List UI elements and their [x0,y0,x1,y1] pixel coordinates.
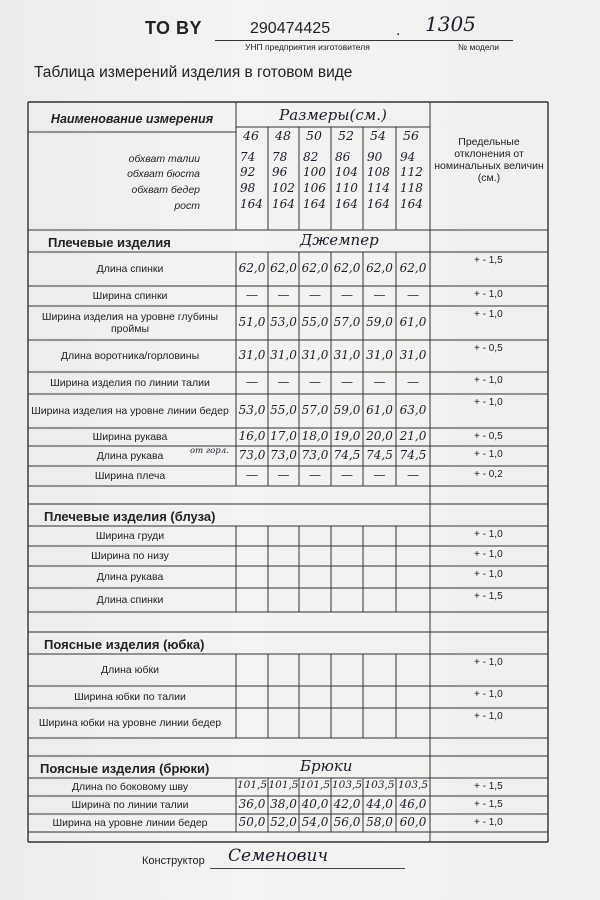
base-value: 96 [272,165,288,179]
row-value: 57,0 [333,315,361,329]
row-name: Ширина изделия по линии талии [50,377,210,389]
row-value: 31,0 [238,348,266,362]
row-value: — [407,288,419,302]
section-note: Брюки [300,757,353,775]
row-value: 17,0 [270,429,297,443]
unp-caption: УНП предприятия изготовителя [245,42,370,52]
row-value: 62,0 [399,261,427,275]
row-value: — [309,288,321,302]
row-value: 62,0 [366,261,393,275]
row-tolerance: + - 1,5 [474,591,503,602]
row-value: — [373,288,386,302]
row-value: — [277,468,290,482]
row-tolerance: + - 0,2 [474,469,503,480]
row-value: — [246,375,258,389]
row-name: Ширина изделия на уровне глубины проймы [41,311,219,335]
row-value: 73,0 [238,448,266,462]
row-value: — [277,375,290,389]
base-value: 104 [335,165,358,179]
base-value: 78 [272,150,288,164]
base-value: 94 [400,150,416,164]
col-tolerance-header: Предельные отклонения от номинальных величин (см.) [434,136,544,184]
row-value: 18,0 [301,429,329,443]
constructor-signature: Семенович [228,846,329,866]
col-name-header: Наименование измерения [50,112,214,126]
size-header: 56 [403,128,419,143]
row-tolerance: + - 1,0 [474,289,503,300]
row-value: 19,0 [333,429,361,443]
base-value: 102 [272,181,295,195]
row-value: 58,0 [366,815,393,829]
row-name: Ширина на уровне линии бедер [52,817,208,829]
row-value: 53,0 [270,315,297,329]
row-value: 57,0 [301,403,329,417]
base-value: 164 [272,197,295,211]
base-label: обхват талии [128,153,200,165]
base-value: 112 [400,165,423,179]
row-value: 52,0 [270,815,297,829]
row-value: 42,0 [333,797,361,811]
base-value: 164 [303,197,326,211]
row-name: Ширина юбки по талии [74,691,186,703]
row-value: 62,0 [301,261,329,275]
row-value: — [246,288,258,302]
section-title: Плечевые изделия [48,235,171,250]
base-value: 164 [367,197,390,211]
row-value: — [309,468,321,482]
row-name: Ширина груди [95,530,165,542]
row-tolerance: + - 1,0 [474,657,503,668]
base-value: 106 [303,181,326,195]
row-value: 31,0 [270,348,297,362]
row-value: 103,5 [331,779,363,791]
row-tolerance: + - 1,0 [474,529,503,540]
row-value: 31,0 [301,348,329,362]
row-value: 62,0 [333,261,361,275]
row-name: Ширина по низу [91,550,169,562]
row-value: 101,5 [268,779,299,791]
row-value: — [309,375,321,389]
row-value: 54,0 [301,815,329,829]
base-value: 118 [400,181,423,195]
constructor-label: Конструктор [142,855,205,867]
row-name: Ширина юбки на уровне линии бедер [38,717,222,729]
row-value: 103,5 [397,779,429,791]
base-value: 92 [240,165,256,179]
row-note: от горл. [190,446,229,456]
row-value: 56,0 [333,815,361,829]
base-label: обхват бюста [127,168,200,180]
row-value: 101,5 [236,779,268,791]
base-label: рост [174,200,200,212]
row-value: 46,0 [399,797,427,811]
base-value: 164 [240,197,263,211]
row-tolerance: + - 1,0 [474,569,503,580]
row-tolerance: + - 1,0 [474,449,503,460]
section-title: Плечевые изделия (блуза) [44,509,216,524]
row-value: 20,0 [366,429,393,443]
row-name: Длина рукава [96,450,164,462]
section-title: Поясные изделия (юбка) [44,637,205,652]
row-value: — [373,468,386,482]
base-value: 100 [303,165,326,179]
signature-line [210,868,405,869]
row-value: 53,0 [238,403,266,417]
base-value: 114 [367,181,390,195]
base-value: 164 [400,197,423,211]
row-value: 74,5 [366,448,393,462]
row-name: Ширина плеча [94,470,166,482]
row-name: Ширина спинки [92,290,168,302]
row-name: Длина спинки [96,263,164,275]
row-value: 38,0 [270,797,297,811]
row-value: 73,0 [301,448,329,462]
section-title: Поясные изделия (брюки) [40,761,210,776]
row-value: 101,5 [299,779,331,791]
row-name: Длина по боковому шву [71,781,189,793]
base-value: 90 [367,150,383,164]
row-value: 61,0 [366,403,393,417]
row-value: 63,0 [399,403,427,417]
row-value: 73,0 [270,448,297,462]
row-tolerance: + - 1,5 [474,781,503,792]
header-separator: . [396,22,401,39]
row-value: — [407,375,419,389]
row-tolerance: + - 1,5 [474,255,503,266]
row-value: 103,5 [364,779,395,791]
row-value: 50,0 [238,815,266,829]
row-name: Ширина по линии талии [71,799,189,811]
row-name: Длина юбки [100,664,159,676]
row-tolerance: + - 1,0 [474,549,503,560]
row-value: 59,0 [366,315,393,329]
row-value: 31,0 [399,348,427,362]
row-value: 16,0 [238,429,266,443]
col-sizes-header: Размеры(см.) [279,106,387,124]
row-value: — [407,468,419,482]
base-value: 86 [335,150,351,164]
row-tolerance: + - 0,5 [474,431,503,442]
base-label: обхват бедер [131,184,200,196]
size-header: 52 [338,128,354,143]
row-value: 62,0 [270,261,297,275]
model-caption: № модели [458,42,499,52]
row-value: 62,0 [238,261,266,275]
document-title: Таблица измерений изделия в готовом виде [34,64,353,81]
model-number: 1305 [425,12,476,36]
base-value: 98 [240,181,256,195]
row-tolerance: + - 1,5 [474,799,503,810]
row-value: 55,0 [270,403,297,417]
row-value: 44,0 [366,797,393,811]
row-name: Длина воротника/горловины [60,350,200,362]
row-name: Длина рукава [96,571,164,583]
base-value: 110 [335,181,358,195]
size-header: 48 [275,128,291,143]
row-value: 40,0 [301,797,329,811]
row-value: 74,5 [333,448,361,462]
row-value: — [341,288,353,302]
base-value: 164 [335,197,358,211]
row-tolerance: + - 0,5 [474,343,503,354]
row-value: 61,0 [399,315,427,329]
section-note: Джемпер [300,231,379,249]
row-value: — [246,468,258,482]
row-name: Длина спинки [96,594,164,606]
base-value: 108 [367,165,390,179]
row-tolerance: + - 1,0 [474,397,503,408]
base-value: 74 [240,150,256,164]
row-name: Ширина изделия на уровне линии бедер [31,405,229,417]
row-value: 55,0 [301,315,329,329]
row-tolerance: + - 1,0 [474,689,503,700]
row-tolerance: + - 1,0 [474,309,503,320]
row-value: 31,0 [333,348,361,362]
row-value: 59,0 [333,403,361,417]
row-name: Ширина рукава [92,431,168,443]
size-header: 46 [243,128,259,143]
row-value: 74,5 [399,448,427,462]
row-tolerance: + - 1,0 [474,711,503,722]
row-value: 51,0 [238,315,266,329]
standard-code: ТО BY [145,18,203,38]
size-header: 50 [306,128,322,143]
row-value: 31,0 [366,348,393,362]
row-value: — [277,288,290,302]
row-value: — [373,375,386,389]
base-value: 82 [303,150,319,164]
row-value: 21,0 [399,429,427,443]
size-header: 54 [370,128,386,143]
row-tolerance: + - 1,0 [474,817,503,828]
row-value: 36,0 [238,797,266,811]
unp-number: 290474425 [250,20,331,37]
row-value: 60,0 [399,815,427,829]
row-value: — [341,468,353,482]
row-value: — [341,375,353,389]
row-tolerance: + - 1,0 [474,375,503,386]
